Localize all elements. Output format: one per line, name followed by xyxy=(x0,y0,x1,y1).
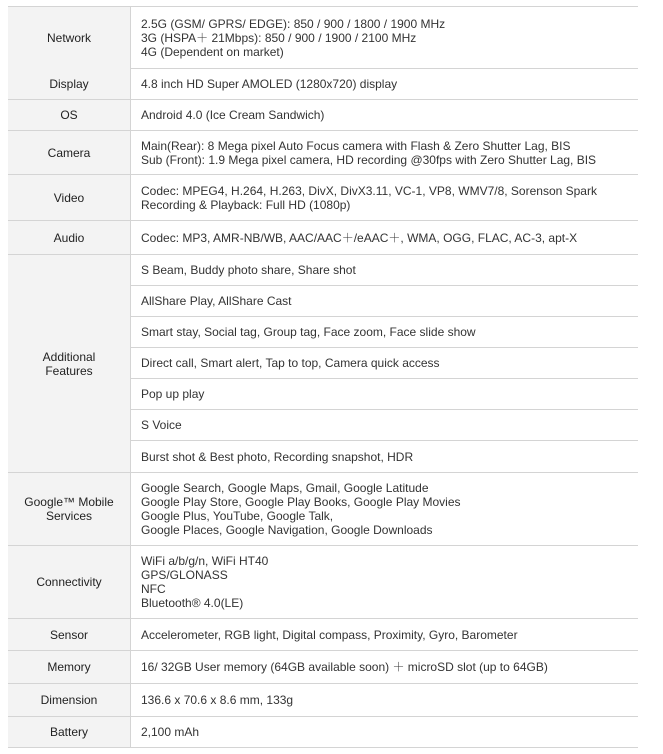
spec-row-connectivity xyxy=(8,546,638,619)
spec-label: Camera xyxy=(8,131,131,174)
spec-value: Smart stay, Social tag, Group tag, Face zoom, Face slide show xyxy=(141,325,476,339)
feature-item xyxy=(131,286,638,317)
spec-row-battery xyxy=(8,717,638,748)
spec-label: Google™ Mobile Services xyxy=(8,473,131,545)
spec-row-additional-features xyxy=(8,255,638,473)
spec-row-os xyxy=(8,100,638,131)
spec-label: Dimension xyxy=(8,684,131,716)
feature-item xyxy=(131,255,638,286)
spec-label: OS xyxy=(8,100,131,130)
spec-label: Sensor xyxy=(8,619,131,650)
spec-table xyxy=(8,0,638,754)
spec-label: Display xyxy=(8,68,131,99)
feature-item xyxy=(131,348,638,379)
spec-row-display xyxy=(8,68,638,100)
spec-value: 4.8 inch HD Super AMOLED (1280x720) display xyxy=(141,76,398,91)
spec-value: S Voice xyxy=(141,418,182,432)
spec-value: AllShare Play, AllShare Cast xyxy=(141,294,292,308)
spec-value: 2.5G (GSM/ GPRS/ EDGE): 850 / 900 / 1800 / 1900 MHz 3G (HSPA＋ 21Mbps): 850 / 900 / 1900 / 2100 MHz 4G (Dependent on market) xyxy=(141,16,446,59)
spec-value: Android 4.0 (Ice Cream Sandwich) xyxy=(141,108,325,122)
feature-item xyxy=(131,317,638,348)
spec-value: Codec: MP3, AMR-NB/WB, AAC/AAC＋/eAAC＋, WMA, OGG, FLAC, AC-3, apt-X xyxy=(141,230,578,245)
spec-label: Memory xyxy=(8,651,131,683)
spec-value: Google Search, Google Maps, Gmail, Google Latitude Google Play Store, Google Play Books, Google Play Movies Google Plus, YouTube, Google Talk, Google Places, Google Navigation, Google Downloads xyxy=(141,481,461,537)
spec-row-dimension xyxy=(8,684,638,717)
feature-item xyxy=(131,379,638,410)
spec-value: Main(Rear): 8 Mega pixel Auto Focus camera with Flash & Zero Shutter Lag, BIS Sub (Front): 1.9 Mega pixel camera, HD recording @30fps with Zero Shutter Lag, BIS xyxy=(141,138,597,167)
feature-item xyxy=(131,441,638,472)
spec-row-sensor xyxy=(8,619,638,651)
feature-item xyxy=(131,410,638,441)
spec-row-camera xyxy=(8,131,638,175)
spec-row-network xyxy=(8,6,638,69)
spec-row-memory xyxy=(8,651,638,684)
spec-label: Battery xyxy=(8,717,131,747)
spec-value: Codec: MPEG4, H.264, H.263, DivX, DivX3.11, VC-1, VP8, WMV7/8, Sorenson Spark Recording & Playback: Full HD (1080p) xyxy=(141,183,597,212)
spec-row-google-mobile-services xyxy=(8,473,638,546)
spec-value: Pop up play xyxy=(141,387,205,401)
spec-value: Accelerometer, RGB light, Digital compass, Proximity, Gyro, Barometer xyxy=(141,627,518,642)
spec-value: 136.6 x 70.6 x 8.6 mm, 133g xyxy=(141,693,294,707)
spec-row-audio xyxy=(8,221,638,255)
spec-value: Direct call, Smart alert, Tap to top, Camera quick access xyxy=(141,356,440,370)
spec-value: S Beam, Buddy photo share, Share shot xyxy=(141,263,356,277)
spec-label: Connectivity xyxy=(8,546,131,618)
spec-value: 16/ 32GB User memory (64GB available soon) ＋ microSD slot (up to 64GB) xyxy=(141,660,548,674)
spec-value: 2,100 mAh xyxy=(141,725,200,739)
spec-label: Additional Features xyxy=(8,255,131,472)
spec-label: Network xyxy=(8,7,131,68)
spec-label: Video xyxy=(8,175,131,220)
spec-label: Audio xyxy=(8,221,131,254)
spec-value: WiFi a/b/g/n, WiFi HT40 GPS/GLONASS NFC Bluetooth® 4.0(LE) xyxy=(141,554,269,610)
spec-value: Burst shot & Best photo, Recording snapshot, HDR xyxy=(141,449,414,464)
spec-row-video xyxy=(8,175,638,221)
